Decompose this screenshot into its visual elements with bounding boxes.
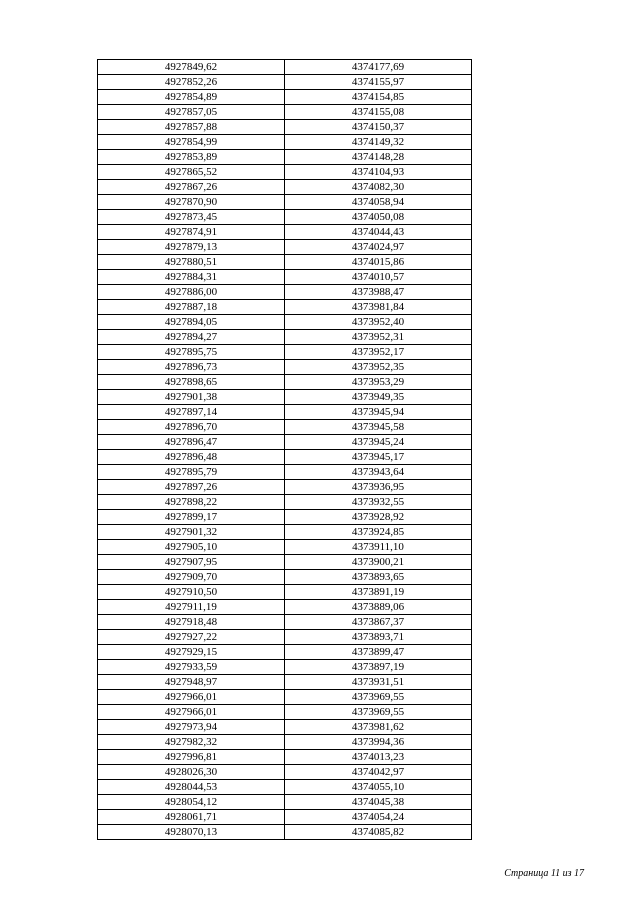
y-coordinate-cell: 4374082,30 xyxy=(285,180,472,195)
table-row xyxy=(98,615,472,630)
table-row xyxy=(98,75,472,90)
table-row xyxy=(98,495,472,510)
page-number: Страница 11 из 17 xyxy=(504,868,584,879)
y-coordinate-cell: 4373969,55 xyxy=(285,705,472,720)
table-row xyxy=(98,315,472,330)
x-coordinate-cell: 4927886,00 xyxy=(98,285,285,300)
x-coordinate-cell: 4927933,59 xyxy=(98,660,285,675)
y-coordinate-cell: 4374085,82 xyxy=(285,825,472,840)
table-row xyxy=(98,180,472,195)
y-coordinate-cell: 4373988,47 xyxy=(285,285,472,300)
y-coordinate-cell: 4374154,85 xyxy=(285,90,472,105)
table-row xyxy=(98,390,472,405)
y-coordinate-cell: 4373867,37 xyxy=(285,615,472,630)
table-row xyxy=(98,330,472,345)
table-row xyxy=(98,735,472,750)
x-coordinate-cell: 4927873,45 xyxy=(98,210,285,225)
x-coordinate-cell: 4927907,95 xyxy=(98,555,285,570)
y-coordinate-cell: 4374050,08 xyxy=(285,210,472,225)
x-coordinate-cell: 4927898,22 xyxy=(98,495,285,510)
table-row xyxy=(98,285,472,300)
x-coordinate-cell: 4927927,22 xyxy=(98,630,285,645)
x-coordinate-cell: 4927896,70 xyxy=(98,420,285,435)
y-coordinate-cell: 4373891,19 xyxy=(285,585,472,600)
y-coordinate-cell: 4373932,55 xyxy=(285,495,472,510)
table-row xyxy=(98,720,472,735)
x-coordinate-cell: 4927857,05 xyxy=(98,105,285,120)
y-coordinate-cell: 4373893,65 xyxy=(285,570,472,585)
table-row xyxy=(98,765,472,780)
x-coordinate-cell: 4927880,51 xyxy=(98,255,285,270)
x-coordinate-cell: 4928026,30 xyxy=(98,765,285,780)
table-row xyxy=(98,690,472,705)
y-coordinate-cell: 4374054,24 xyxy=(285,810,472,825)
x-coordinate-cell: 4927897,14 xyxy=(98,405,285,420)
y-coordinate-cell: 4374058,94 xyxy=(285,195,472,210)
y-coordinate-cell: 4373900,21 xyxy=(285,555,472,570)
y-coordinate-cell: 4374149,32 xyxy=(285,135,472,150)
x-coordinate-cell: 4927895,75 xyxy=(98,345,285,360)
y-coordinate-cell: 4374150,37 xyxy=(285,120,472,135)
table-row xyxy=(98,675,472,690)
y-coordinate-cell: 4373931,51 xyxy=(285,675,472,690)
y-coordinate-cell: 4374010,57 xyxy=(285,270,472,285)
x-coordinate-cell: 4928044,53 xyxy=(98,780,285,795)
x-coordinate-cell: 4927929,15 xyxy=(98,645,285,660)
table-row xyxy=(98,120,472,135)
y-coordinate-cell: 4373952,31 xyxy=(285,330,472,345)
table-row xyxy=(98,210,472,225)
coordinates-table xyxy=(97,59,472,840)
x-coordinate-cell: 4927996,81 xyxy=(98,750,285,765)
x-coordinate-cell: 4927966,01 xyxy=(98,705,285,720)
table-row xyxy=(98,165,472,180)
x-coordinate-cell: 4927853,89 xyxy=(98,150,285,165)
y-coordinate-cell: 4374013,23 xyxy=(285,750,472,765)
x-coordinate-cell: 4927909,70 xyxy=(98,570,285,585)
x-coordinate-cell: 4927918,48 xyxy=(98,615,285,630)
table-row xyxy=(98,360,472,375)
x-coordinate-cell: 4927854,89 xyxy=(98,90,285,105)
x-coordinate-cell: 4928070,13 xyxy=(98,825,285,840)
y-coordinate-cell: 4373994,36 xyxy=(285,735,472,750)
table-row xyxy=(98,270,472,285)
y-coordinate-cell: 4373981,84 xyxy=(285,300,472,315)
x-coordinate-cell: 4928054,12 xyxy=(98,795,285,810)
x-coordinate-cell: 4927898,65 xyxy=(98,375,285,390)
x-coordinate-cell: 4927948,97 xyxy=(98,675,285,690)
table-row xyxy=(98,465,472,480)
table-row xyxy=(98,225,472,240)
x-coordinate-cell: 4927894,05 xyxy=(98,315,285,330)
y-coordinate-cell: 4373889,06 xyxy=(285,600,472,615)
x-coordinate-cell: 4927973,94 xyxy=(98,720,285,735)
x-coordinate-cell: 4927879,13 xyxy=(98,240,285,255)
x-coordinate-cell: 4927896,47 xyxy=(98,435,285,450)
table-row xyxy=(98,660,472,675)
y-coordinate-cell: 4373893,71 xyxy=(285,630,472,645)
y-coordinate-cell: 4374045,38 xyxy=(285,795,472,810)
table-row xyxy=(98,645,472,660)
x-coordinate-cell: 4927870,90 xyxy=(98,195,285,210)
x-coordinate-cell: 4927874,91 xyxy=(98,225,285,240)
y-coordinate-cell: 4374055,10 xyxy=(285,780,472,795)
table-row xyxy=(98,510,472,525)
x-coordinate-cell: 4927865,52 xyxy=(98,165,285,180)
y-coordinate-cell: 4373945,24 xyxy=(285,435,472,450)
coordinates-table-body xyxy=(98,60,472,840)
table-row xyxy=(98,480,472,495)
table-row xyxy=(98,525,472,540)
y-coordinate-cell: 4374177,69 xyxy=(285,60,472,75)
table-row xyxy=(98,600,472,615)
table-row xyxy=(98,60,472,75)
y-coordinate-cell: 4373911,10 xyxy=(285,540,472,555)
x-coordinate-cell: 4927966,01 xyxy=(98,690,285,705)
y-coordinate-cell: 4374024,97 xyxy=(285,240,472,255)
table-row xyxy=(98,585,472,600)
y-coordinate-cell: 4373945,17 xyxy=(285,450,472,465)
x-coordinate-cell: 4927895,79 xyxy=(98,465,285,480)
y-coordinate-cell: 4373897,19 xyxy=(285,660,472,675)
y-coordinate-cell: 4373899,47 xyxy=(285,645,472,660)
y-coordinate-cell: 4374015,86 xyxy=(285,255,472,270)
table-row xyxy=(98,630,472,645)
y-coordinate-cell: 4373943,64 xyxy=(285,465,472,480)
table-row xyxy=(98,420,472,435)
y-coordinate-cell: 4374148,28 xyxy=(285,150,472,165)
table-row xyxy=(98,780,472,795)
y-coordinate-cell: 4373981,62 xyxy=(285,720,472,735)
x-coordinate-cell: 4927849,62 xyxy=(98,60,285,75)
y-coordinate-cell: 4374104,93 xyxy=(285,165,472,180)
y-coordinate-cell: 4374155,08 xyxy=(285,105,472,120)
table-row xyxy=(98,555,472,570)
y-coordinate-cell: 4373936,95 xyxy=(285,480,472,495)
x-coordinate-cell: 4927901,38 xyxy=(98,390,285,405)
x-coordinate-cell: 4927982,32 xyxy=(98,735,285,750)
y-coordinate-cell: 4373952,17 xyxy=(285,345,472,360)
y-coordinate-cell: 4373952,35 xyxy=(285,360,472,375)
x-coordinate-cell: 4928061,71 xyxy=(98,810,285,825)
x-coordinate-cell: 4927896,48 xyxy=(98,450,285,465)
x-coordinate-cell: 4927852,26 xyxy=(98,75,285,90)
y-coordinate-cell: 4373945,58 xyxy=(285,420,472,435)
x-coordinate-cell: 4927897,26 xyxy=(98,480,285,495)
y-coordinate-cell: 4373924,85 xyxy=(285,525,472,540)
y-coordinate-cell: 4374042,97 xyxy=(285,765,472,780)
x-coordinate-cell: 4927894,27 xyxy=(98,330,285,345)
table-row xyxy=(98,435,472,450)
x-coordinate-cell: 4927857,88 xyxy=(98,120,285,135)
y-coordinate-cell: 4373928,92 xyxy=(285,510,472,525)
table-row xyxy=(98,405,472,420)
x-coordinate-cell: 4927901,32 xyxy=(98,525,285,540)
table-row xyxy=(98,795,472,810)
x-coordinate-cell: 4927910,50 xyxy=(98,585,285,600)
x-coordinate-cell: 4927896,73 xyxy=(98,360,285,375)
x-coordinate-cell: 4927905,10 xyxy=(98,540,285,555)
table-row xyxy=(98,300,472,315)
table-row xyxy=(98,705,472,720)
table-row xyxy=(98,450,472,465)
y-coordinate-cell: 4373945,94 xyxy=(285,405,472,420)
table-row xyxy=(98,150,472,165)
table-row xyxy=(98,240,472,255)
y-coordinate-cell: 4374155,97 xyxy=(285,75,472,90)
table-row xyxy=(98,255,472,270)
table-row xyxy=(98,540,472,555)
y-coordinate-cell: 4373952,40 xyxy=(285,315,472,330)
x-coordinate-cell: 4927884,31 xyxy=(98,270,285,285)
table-row xyxy=(98,135,472,150)
x-coordinate-cell: 4927867,26 xyxy=(98,180,285,195)
x-coordinate-cell: 4927911,19 xyxy=(98,600,285,615)
table-row xyxy=(98,570,472,585)
table-row xyxy=(98,195,472,210)
table-row xyxy=(98,345,472,360)
table-row xyxy=(98,105,472,120)
y-coordinate-cell: 4373953,29 xyxy=(285,375,472,390)
table-row xyxy=(98,825,472,840)
table-row xyxy=(98,810,472,825)
y-coordinate-cell: 4374044,43 xyxy=(285,225,472,240)
y-coordinate-cell: 4373969,55 xyxy=(285,690,472,705)
x-coordinate-cell: 4927854,99 xyxy=(98,135,285,150)
y-coordinate-cell: 4373949,35 xyxy=(285,390,472,405)
x-coordinate-cell: 4927887,18 xyxy=(98,300,285,315)
table-row xyxy=(98,90,472,105)
table-row xyxy=(98,750,472,765)
table-row xyxy=(98,375,472,390)
x-coordinate-cell: 4927899,17 xyxy=(98,510,285,525)
